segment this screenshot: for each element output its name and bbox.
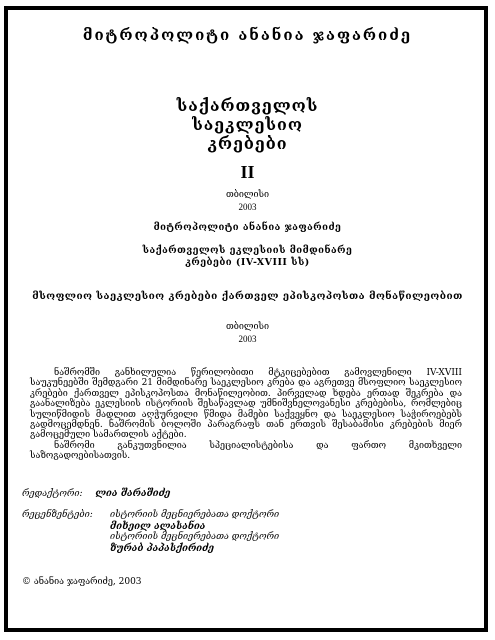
copyright-notice: © ანანია ჯაფარიძე, 2003 bbox=[22, 577, 142, 587]
reviewer-name: ზურაბ პაპასქირიძე bbox=[110, 543, 215, 554]
description-paragraph: ნაშრომი განკუთვნილია სპეციალისტებისა და ფართო მკითხველი საზოგადოებისათვის. bbox=[30, 440, 462, 462]
title-line: საქართველოს bbox=[176, 96, 319, 115]
editor-block bbox=[22, 488, 171, 499]
reviewer-title: ისტორიის მეცნიერებათა დოქტორი bbox=[110, 532, 280, 542]
reviewers-block bbox=[110, 510, 279, 554]
author-repeat: მიტროპოლიტი ანანია ჯაფარიძე bbox=[153, 222, 342, 233]
reviewer-name: მიხეილ ალასანია bbox=[110, 521, 206, 532]
book-title bbox=[0, 96, 495, 153]
editor-name: ლია შარაშიძე bbox=[95, 488, 171, 499]
description-paragraph: ნაშრომში განხილულია წერილობითი მტკიცებებით გამოვლენილი IV-XVIII საუკუნეებში შემდგარი 21 მიმდინარე საეკლესიო კრება და აგრეთვე მსოფლიო საეკლესიო კრებები ქართველ ეპისკოპოსთა მონაწილეობით. პირველად ხდება ერთად შეკრება და გაანალიზება ეკლესიის ისტორიის შესაწავლად უმნიშვნელოვანესი კრებებისა, რომლებიც სულიწმიდის მადლით აღჭურვილი წმიდა მამები საქვეყნო და საეკლესიო საჭიროებებს გადმოცემდნენ. ნაშრომის ბოლოში პარაგრაფს თან ერთვის შესაბამისი კრებების მიერ გამოცემული სამართლის აქტები. bbox=[30, 368, 462, 441]
title-line: კრებები bbox=[207, 134, 288, 153]
reviewers-label: რეცენზენტები: bbox=[22, 510, 93, 520]
subtitle-line-2: კრებები (IV-XVIII სს) bbox=[185, 257, 310, 268]
reviewer-title: ისტორიის მეცნიერებათა დოქტორი bbox=[110, 510, 280, 520]
city-top: თბილისი bbox=[225, 190, 270, 200]
year-bottom: 2003 bbox=[238, 334, 257, 344]
title-line: საეკლესიო bbox=[192, 115, 303, 134]
year-top: 2003 bbox=[238, 202, 257, 212]
description bbox=[30, 368, 462, 462]
author-name: მიტროპოლიტი ანანია ჯაფარიძე bbox=[82, 26, 413, 44]
series-title: მსოფლიო საეკლესიო კრებები ქართველ ეპისკოპოსთა მონაწილეობით bbox=[32, 291, 463, 302]
city-bottom: თბილისი bbox=[225, 322, 270, 332]
subtitle-line-1: საქართველოს ეკლესიის მიმდინარე bbox=[142, 245, 353, 256]
editor-label: რედაქტორი: bbox=[22, 489, 83, 499]
volume-number: II bbox=[240, 162, 255, 182]
